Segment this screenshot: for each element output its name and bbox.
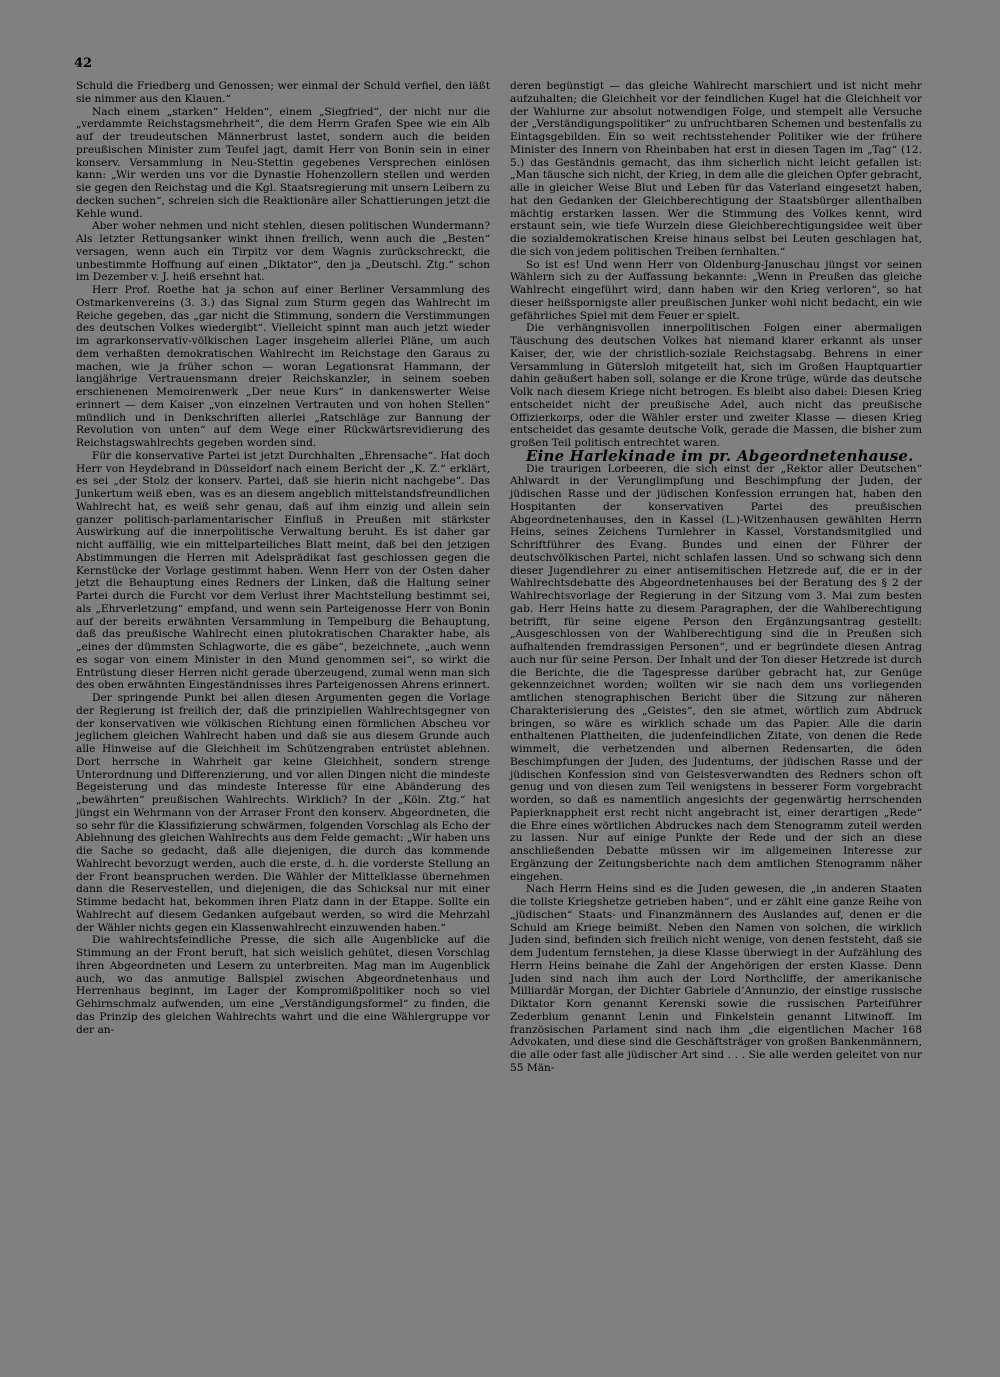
paragraph: Herr Prof. Roethe hat ja schon auf einer Berliner Versammlung des Ostmarkenvereins (3. 3.) das Signal zum Sturm gegen das Wahlrecht im Reiche gegeben, das „gar nicht die Stimmung, sondern die Verstimmungen des deutschen Volkes wiedergibt“. Vielleicht spinnt man auch jetzt wieder im agrarkonservativ-völkischen Lager insgeheim allerlei Pläne, um auch dem verhaßten demokratischen Wahlrecht im Reichstage den Garaus zu machen, wie ja früher schon — woran Legationsrat Hammann, der langjährige Vertrauensmann dreier Reichskanzler, in seinem soeben erschienenen Memoirenwerk „Der neue Kurs“ in dankenswerter Weise erinnert — dem Kaiser „von einzelnen Vertrauten und von hohen Stellen“ mündlich und in Denkschriften allerlei „Ratschläge zur Bannung der Revolution von unten“ auf dem Wege einer Rückwärtsrevidierung des Reichstagswahlrechts gegeben worden sind. [76, 284, 490, 449]
paragraph: Nach einem „starken“ Helden“, einem „Siegfried“, der nicht nur die „verdammte Reichstagsmehrheit“, die dem Herrn Grafen Spee wie ein Alb auf der treudeutschen Männerbrust lastet, sondern auch die beiden preußischen Minister zum Teufel jagt, damit Herr von Bonin sein in einer konserv. Versammlung in Neu-Stettin gegebenes Versprechen einlösen kann: „Wir werden uns vor die Dynastie Hohenzollern stellen und werden sie gegen den Reichstag und die Kgl. Staatsregierung mit unsern Leibern zu decken suchen“, schreien sich die Reaktionäre aller Schattierungen jetzt die Kehle wund. [76, 105, 490, 220]
right-column [510, 80, 922, 1075]
page-number: 42 [74, 56, 93, 71]
article-heading: Eine Harlekinade im pr. Abgeordnetenhause. [526, 446, 914, 465]
paragraph: Nach Herrn Heins sind es die Juden gewesen, die „in anderen Staaten die tollste Kriegshetze getrieben haben“, und er zählt eine ganze Reihe von „jüdischen“ Staats- und Finanzmännern des Auslandes auf, denen er die Schuld am Kriege beimißt. Neben den Namen von solchen, die wirklich Juden sind, befinden sich freilich nicht wenige, von denen feststeht, daß sie dem Judentum fernstehen, ja diese Klasse überwiegt in der Aufzählung des Herrn Heins beinahe die Zahl der Angehörigen der ersten Klasse. Denn Juden sind nach ihm auch der Lord Northcliffe, der amerikanische Milliardär Morgan, der Dichter Gabriele d’Annunzio, der einstige russische Diktator Korn genannt Kerenski sowie die russischen Parteiführer Zederblum genannt Lenin und Finkelstein genannt Litwinoff. Im französischen Parlament sind nach ihm „die eigentlichen Macher 168 Advokaten, und diese sind die Geschäftsträger von großen Bankenmännern, die alle oder fast alle jüdischer Art sind . . . Sie alle werden geleitet von nur 55 Män- [510, 883, 922, 1074]
paragraph: deren begünstigt — das gleiche Wahlrecht marschiert und ist nicht mehr aufzuhalten; die Gleichheit vor der feindlichen Kugel hat die Gleichheit vor der Wahlurne zur absolut notwendigen Folge, und stempelt alle Versuche der „Verständigungspolitiker“ zu unfruchtbaren Schemen und bestenfalls zu Eintagsgebilden. Ein so weit rechtsstehender Politiker wie der frühere Minister des Innern von Rheinbaben hat erst in diesen Tagen im „Tag“ (12. 5.) das Geständnis gemacht, das ihm sicherlich nicht leicht gefallen ist: „Man täusche sich nicht, der Krieg, in dem alle die gleichen Opfer gebracht, alle in gleicher Weise Blut und Leben für das Vaterland eingesetzt haben, hat den Gedanken der Gleichberechtigung der Staatsbürger allenthalben mächtig erstarken lassen. Wer die Stimmung des Volkes kennt, wird erstaunt sein, wie tiefe Wurzeln diese Gleichberechtigungsidee weit über die sozialdemokratischen Kreise hinaus selbst bei Leuten geschlagen hat, die sich von jedem politischen Treiben fernhalten.“ [510, 80, 922, 258]
paragraph: Die verhängnisvollen innerpolitischen Folgen einer abermaligen Täuschung des deutschen Volkes hat niemand klarer erkannt als unser Kaiser, der, wie der christlich-soziale Reichstagsabg. Behrens in einer Versammlung in Gütersloh mitgeteilt hat, sich im Großen Hauptquartier dahin geäußert haben soll, solange er die Krone trüge, würde das deutsche Volk nach diesem Kriege nicht betrogen. Es bleibt also dabei: Diesen Krieg entscheidet nicht der preußische Adel, auch nicht das preußische Offizierkorps, oder die Wähler erster und zweiter Klasse — diesen Krieg entscheidet das gesamte deutsche Volk, gerade die Massen, die bisher zum großen Teil politisch entrechtet waren. [510, 322, 922, 449]
paragraph: Für die konservative Partei ist jetzt Durchhalten „Ehrensache“. Hat doch Herr von Heydebrand in Düsseldorf nach einem Bericht der „K. Z.“ erklärt, es sei „der Stolz der konserv. Partei, daß sie hierin nicht nachgebe“. Das Junkertum weiß eben, was es an diesem angeblich mittelstandsfreundlichen Wahlrecht hat, es weiß sehr genau, daß auf ihm einzig und allein sein ganzer politisch-parlamentarischer Einfluß in Preußen mit stärkster Auswirkung auf die innerpolitische Verwaltung beruht. Es ist daher gar nicht auffällig, wie ein mittelparteiliches Blatt meint, daß bei den jetzigen Abstimmungen die Herren mit Adelsprädikat fast geschlossen gegen die Kernstücke der Vorlage gestimmt haben. Wenn Herr von der Osten daher jetzt die Behauptung eines Redners der Linken, daß die Haltung seiner Partei durch die Furcht vor dem Verlust ihrer Machtstellung bestimmt sei, als „Ehrverletzung“ empfand, und wenn sein Parteigenosse Herr von Bonin auf der bereits erwähnten Versammlung in Tempelburg die Behauptung, daß das preußische Wahlrecht einen plutokratischen Charakter habe, als „eines der dümmsten Schlagworte, die es gäbe“, bezeichnete, „auch wenn es sogar von einem Minister in den Mund genommen sei“, so wirkt die Entrüstung dieser Herren nicht gerade überzeugend, zumal wenn man sich des oben erwähnten Eingeständnisses ihres Parteigenossen Ahrens erinnert. [76, 449, 490, 692]
paragraph: Die traurigen Lorbeeren, die sich einst der „Rektor aller Deutschen“ Ahlwardt in der Verunglimpfung und Beschimpfung der Juden, der jüdischen Rasse und der jüdischen Konfession errungen hat, haben den Hospitanten der konservativen Partei des preußischen Abgeordnetenhauses, den in Kassel (L.)-Witzenhausen gewählten Herrn Heins, seines Zeichens Turnlehrer in Kassel, Vorstandsmitglied und Schriftführer des Evang. Bundes und einen der Führer der deutschvölkischen Partei, nicht schlafen lassen. Und so schwang sich denn dieser Jugendlehrer zu einer antisemitischen Hetzrede auf, die er in der Wahlrechtsdebatte des Abgeordnetenhauses bei der Beratung des § 2 der Wahlrechtsvorlage der Regierung in der Sitzung vom 3. Mai zum besten gab. Herr Heins hatte zu diesem Paragraphen, der die Wahlberechtigung betrifft, für seine eigene Person den Ergänzungsantrag gestellt: „Ausgeschlossen von der Wahlberechtigung sind die in Preußen sich aufhaltenden fremdrassigen Personen“, und er begründete diesen Antrag auch nur für seine Person. Der Inhalt und der Ton dieser Hetzrede ist durch die Berichte, die die Tagespresse darüber gebracht hat, zur Genüge gekennzeichnet worden; wollten wir sie nach dem uns vorliegenden amtlichen stenographischen Bericht über die Sitzung zur näheren Charakterisierung des „Geistes“, den sie atmet, wörtlich zum Abdruck bringen, so wäre es wirklich schade um das Papier. Alle die darin enthaltenen Plattheiten, die judenfeindlichen Zitate, von denen die Rede wimmelt, die verhetzenden und albernen Redensarten, die öden Beschimpfungen der Juden, des Judentums, der jüdischen Rasse und der jüdischen Konfession sind von Geistesverwandten des Redners schon oft genug und von diesen zum Teil wenigstens in besserer Form vorgebracht worden, so daß es namentlich angesichts der gegenwärtig herrschenden Papierknappheit erst recht nicht angebracht ist, einer derartigen „Rede“ die Ehre eines wörtlichen Abdruckes nach dem Stenogramm zuteil werden zu lassen. Nur auf einige Punkte der Rede und der sich an diese anschließenden Debatte müssen wir im allgemeinen Interesse zur Ergänzung der Zeitungsberichte nach dem amtlichen Stenogramm näher eingehen. [510, 462, 922, 883]
paragraph: Aber woher nehmen und nicht stehlen, diesen politischen Wundermann? Als letzter Rettungsanker winkt ihnen freilich, wenn auch die „Besten“ versagen, wenn auch ein Tirpitz vor dem Wagnis zurückschreckt, die unbestimmte Hoffnung auf einen „Diktator“, den ja „Deutschl. Ztg.“ schon im Dezember v. J. heiß ersehnt hat. [76, 220, 490, 284]
paragraph: Die wahlrechtsfeindliche Presse, die sich alle Augenblicke auf die Stimmung an der Front beruft, hat sich weislich gehütet, diesen Vorschlag ihren Abgeordneten und Lesern zu unterbreiten. Mag man im Augenblick auch, wo das anmutige Ballspiel zwischen Abgeordnetenhaus und Herrenhaus beginnt, im Lager der Kompromißpolitiker noch so viel Gehirnschmalz aufwenden, um eine „Verständigungsformel“ zu finden, die das Prinzip des gleichen Wahlrechts wahrt und die eine Wählergruppe vor der an- [76, 934, 490, 1036]
paragraph: So ist es! Und wenn Herr von Oldenburg-Januschau jüngst vor seinen Wählern sich zu der Auffassung bekannte: „Wenn in Preußen das gleiche Wahlrecht eingeführt wird, dann haben wir den Krieg verloren“, so hat dieser heißspornigste aller preußischen Junker wohl nicht bedacht, ein wie gefährliches Spiel mit dem Feuer er spielt. [510, 258, 922, 322]
paragraph: Schuld die Friedberg und Genossen; wer einmal der Schuld verfiel, den läßt sie nimmer aus den Klauen.“ [76, 80, 490, 105]
paragraph: Der springende Punkt bei allen diesen Argumenten gegen die Vorlage der Regierung ist freilich der, daß die prinzipiellen Wahlrechtsgegner von der konservativen wie völkischen Richtung einen förmlichen Abscheu vor jeglichem gleichen Wahlrecht haben und daß sie aus diesem Grunde auch alle Hinweise auf die Gleichheit im Schützengraben entrüstet ablehnen. Dort herrsche in Wahrheit gar keine Gleichheit, sondern strenge Unterordnung und Differenzierung, und vor allen Dingen nicht die mindeste Begeisterung und das mindeste Interesse für eine Abänderung des „bewährten“ preußischen Wahlrechts. Wirklich? In der „Köln. Ztg.“ hat jüngst ein Wehrmann von der Arraser Front den konserv. Abgeordneten, die so sehr für die Klassifizierung schwärmen, folgenden Vorschlag als Echo der Ablehnung des gleichen Wahlrechts aus dem Felde gemacht: „Wir haben uns die Sache so gedacht, daß alle diejenigen, die durch das kommende Wahlrecht bevorzugt werden, auch die erste, d. h. die vorderste Stellung an der Front beanspruchen werden. Die Wähler der Mittelklasse übernehmen dann die Reservestellen, und diejenigen, die das Schicksal nur mit einer Stimme bedacht hat, bekommen ihren Platz dann in der Etappe. Sollte ein Wahlrecht auf diesem Gedanken aufgebaut werden, so wird die Mehrzahl der Wähler nichts gegen ein Klassenwahlrecht einzuwenden haben.“ [76, 692, 490, 934]
left-column [76, 80, 490, 1036]
